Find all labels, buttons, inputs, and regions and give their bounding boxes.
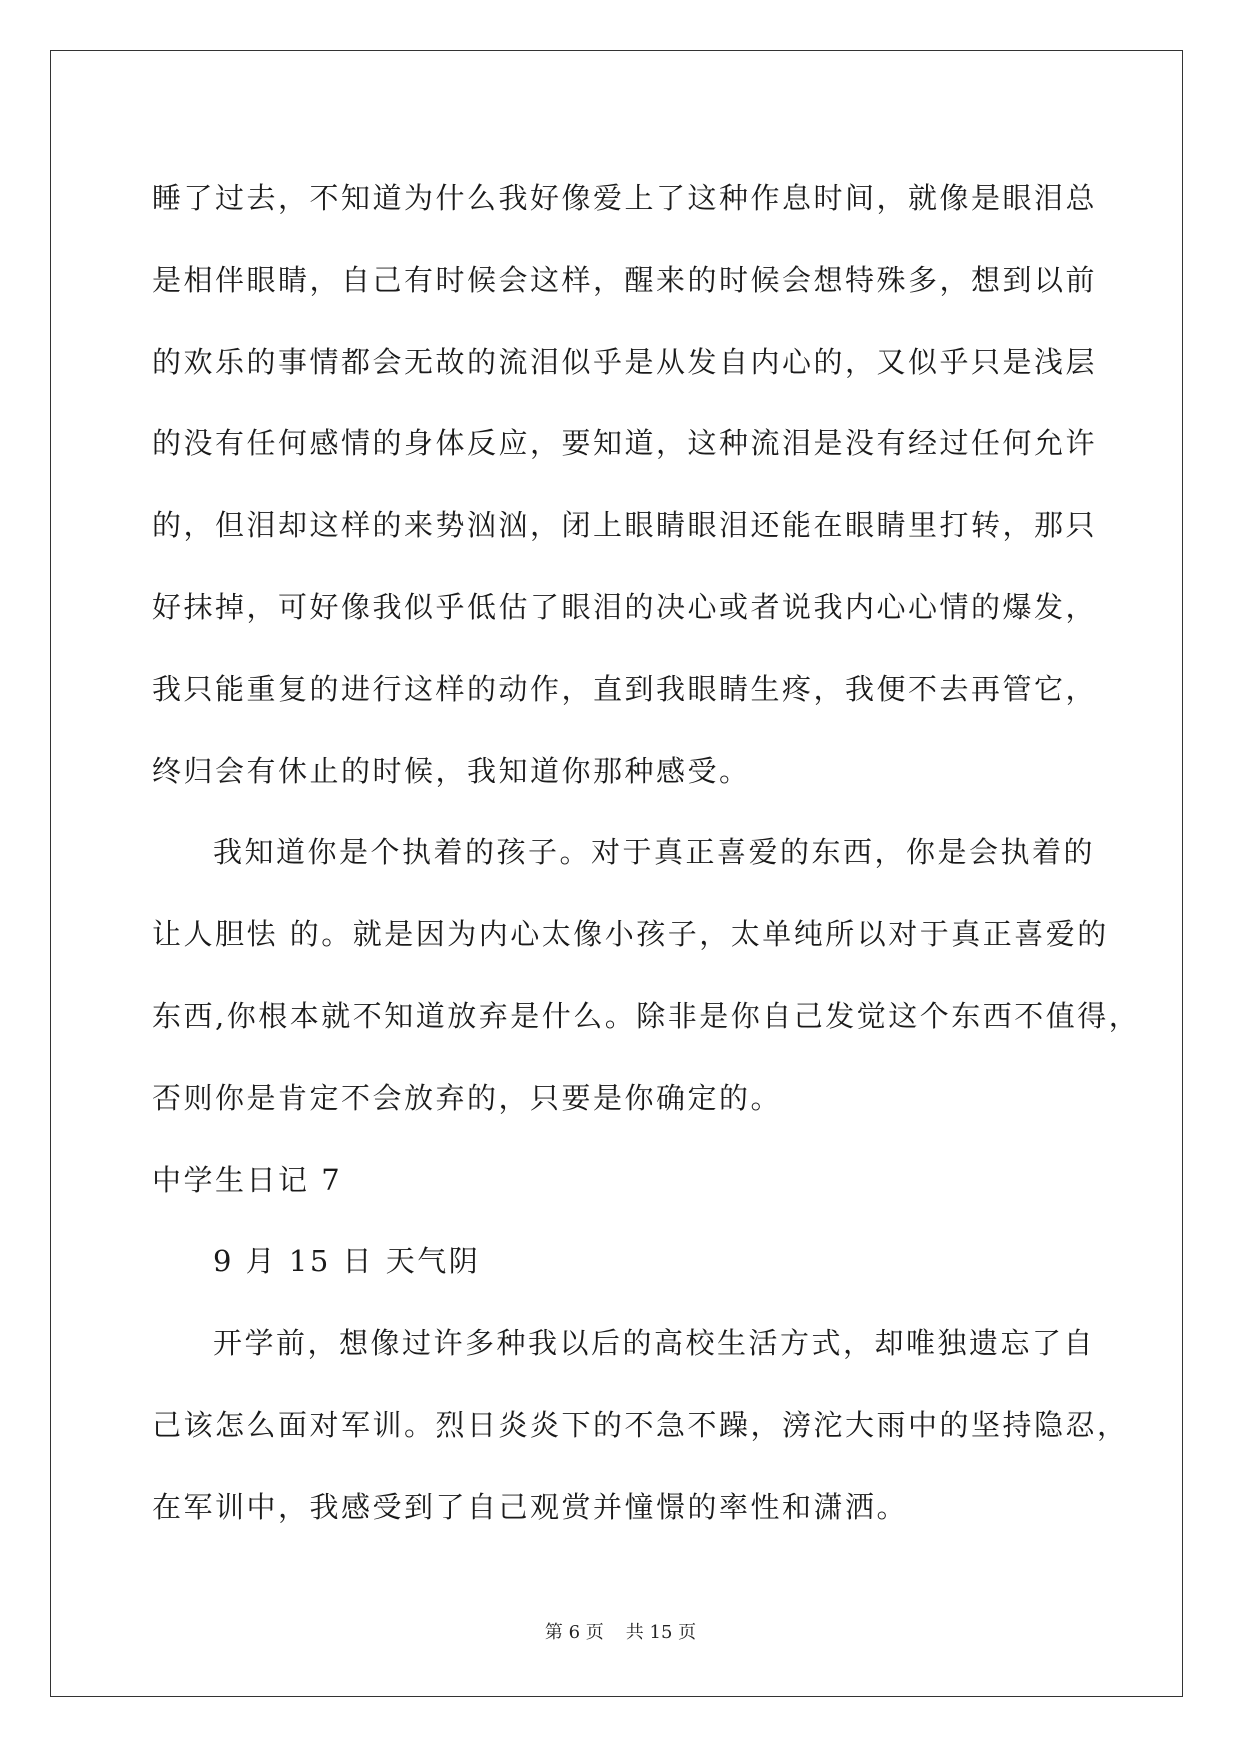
paragraph-2 — [152, 812, 1141, 1139]
total-pages-label: 共 15 页 — [625, 1622, 697, 1643]
text-line: 开学前，想像过许多种我以后的高校生活方式，却唯独遗忘了自 — [213, 1326, 1096, 1361]
text-line: 睡了过去，不知道为什么我好像爱上了这种作息时间，就像是眼泪总 — [152, 181, 1098, 215]
text-line: 我只能重复的进行这样的动作，直到我眼睛生疼，我便不去再管它， — [152, 671, 1098, 706]
page-footer — [0, 1618, 1241, 1644]
text-line: 否则你是肯定不会放弃的，只要是你确定的。 — [152, 1080, 783, 1115]
section-heading: 中学生日记 7 — [152, 1162, 343, 1197]
text-line: 我知道你是个执着的孩子。对于真正喜爱的东西，你是会执着的 — [213, 835, 1096, 870]
paragraph-1 — [152, 158, 1098, 812]
text-line: 是相伴眼睛，自己有时候会这样，醒来的时候会想特殊多，想到以前 — [152, 262, 1098, 297]
date-weather-line: 9 月 15 日 天气阴 — [213, 1244, 481, 1279]
text-line: 己该怎么面对军训。烈日炎炎下的不急不躁，滂沱大雨中的坚持隐忍， — [152, 1407, 1129, 1442]
paragraph-3 — [152, 1303, 1129, 1548]
text-line: 让人胆怯 的。就是因为内心太像小孩子，太单纯所以对于真正喜爱的 — [152, 917, 1109, 952]
current-page-label: 第 6 页 — [544, 1622, 604, 1643]
text-line: 的没有任何感情的身体反应，要知道，这种流泪是没有经过任何允许 — [152, 426, 1098, 461]
text-line: 东西,你根本就不知道放弃是什么。除非是你自己发觉这个东西不值得， — [152, 998, 1141, 1033]
text-line: 的欢乐的事情都会无故的流泪似乎是从发自内心的，又似乎只是浅层 — [152, 344, 1098, 379]
text-line: 的，但泪却这样的来势汹汹，闭上眼睛眼泪还能在眼睛里打转，那只 — [152, 508, 1098, 543]
text-line: 在军训中，我感受到了自己观赏并憧憬的率性和潇洒。 — [152, 1489, 909, 1524]
text-line: 终归会有休止的时候，我知道你那种感受。 — [152, 753, 751, 788]
document-body — [152, 158, 1141, 1549]
text-line: 好抹掉，可好像我似乎低估了眼泪的决心或者说我内心心情的爆发， — [152, 589, 1098, 624]
